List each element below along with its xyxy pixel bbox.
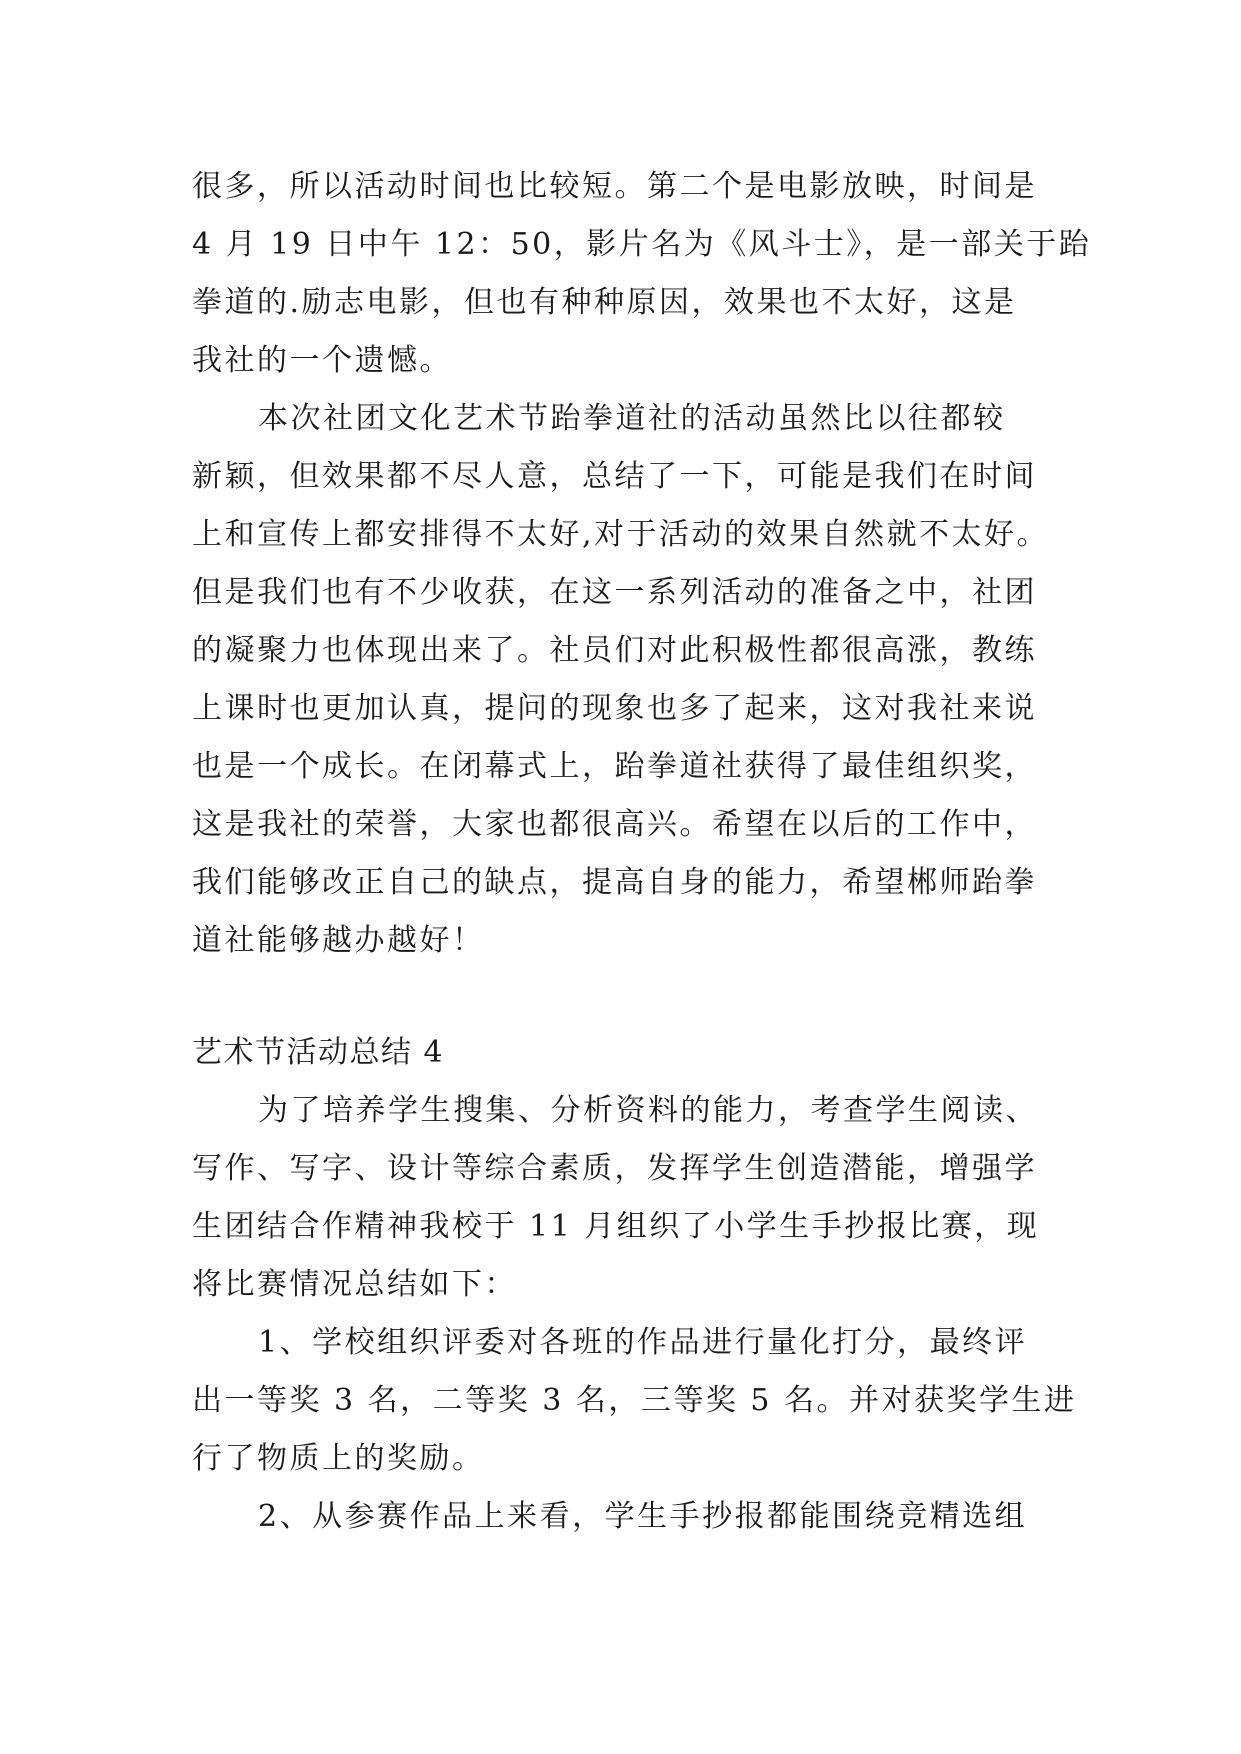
text-line: 但是我们也有不少收获，在这一系列活动的准备之中，社团 (192, 575, 1037, 610)
text-line: 很多，所以活动时间也比较短。第二个是电影放映，时间是 (192, 169, 1037, 204)
text-line: 道社能够越办越好！ (192, 923, 485, 958)
text-line: 生团结合作精神我校于 11 月组织了小学生手抄报比赛，现 (192, 1209, 1040, 1244)
text-line: 也是一个成长。在闭幕式上，跆拳道社获得了最佳组织奖， (192, 749, 1037, 784)
text-line: 本次社团文化艺术节跆拳道社的活动虽然比以往都较 (258, 401, 1006, 436)
text-line: 1、学校组织评委对各班的作品进行量化打分，最终评 (258, 1325, 1028, 1360)
text-line: 将比赛情况总结如下： (192, 1267, 517, 1302)
paragraph-taekwondo-summary (192, 390, 1054, 970)
text-line: 出一等奖 3 名，二等奖 3 名，三等奖 5 名。并对获奖学生进 (192, 1383, 1077, 1418)
section-heading: 艺术节活动总结 4 (192, 1035, 445, 1070)
paragraph-item-2-works (192, 1488, 1054, 1546)
text-line: 我们能够改正自己的缺点，提高自身的能力，希望郴师跆拳 (192, 865, 1037, 900)
text-line: 为了培养学生搜集、分析资料的能力，考查学生阅读、 (258, 1093, 1038, 1128)
text-line: 这是我社的荣誉，大家也都很高兴。希望在以后的工作中， (192, 807, 1037, 842)
text-line: 上课时也更加认真，提问的现象也多了起来，这对我社来说 (192, 691, 1037, 726)
text-line: 的凝聚力也体现出来了。社员们对此积极性都很高涨，教练 (192, 633, 1037, 668)
text-line: 上和宣传上都安排得不太好,对于活动的效果自然就不太好。 (192, 517, 1050, 552)
text-line: 行了物质上的奖励。 (192, 1441, 485, 1476)
text-line: 我社的一个遗憾。 (192, 343, 452, 378)
paragraph-newspaper-contest-intro (192, 1082, 1054, 1314)
text-line: 拳道的.励志电影，但也有种种原因，效果也不太好，这是 (192, 285, 1017, 320)
text-line: 写作、写字、设计等综合素质，发挥学生创造潜能，增强学 (192, 1151, 1037, 1186)
text-line: 2、从参赛作品上来看，学生手抄报都能围绕竞精选组 (258, 1499, 1028, 1534)
text-line: 4 月 19 日中午 12：50，影片名为《风斗士》，是一部关于跆 (192, 227, 1092, 262)
paragraph-film-screening (192, 158, 1092, 390)
paragraph-item-1-awards (192, 1314, 1077, 1488)
text-line: 新颖，但效果都不尽人意，总结了一下，可能是我们在时间 (192, 459, 1037, 494)
